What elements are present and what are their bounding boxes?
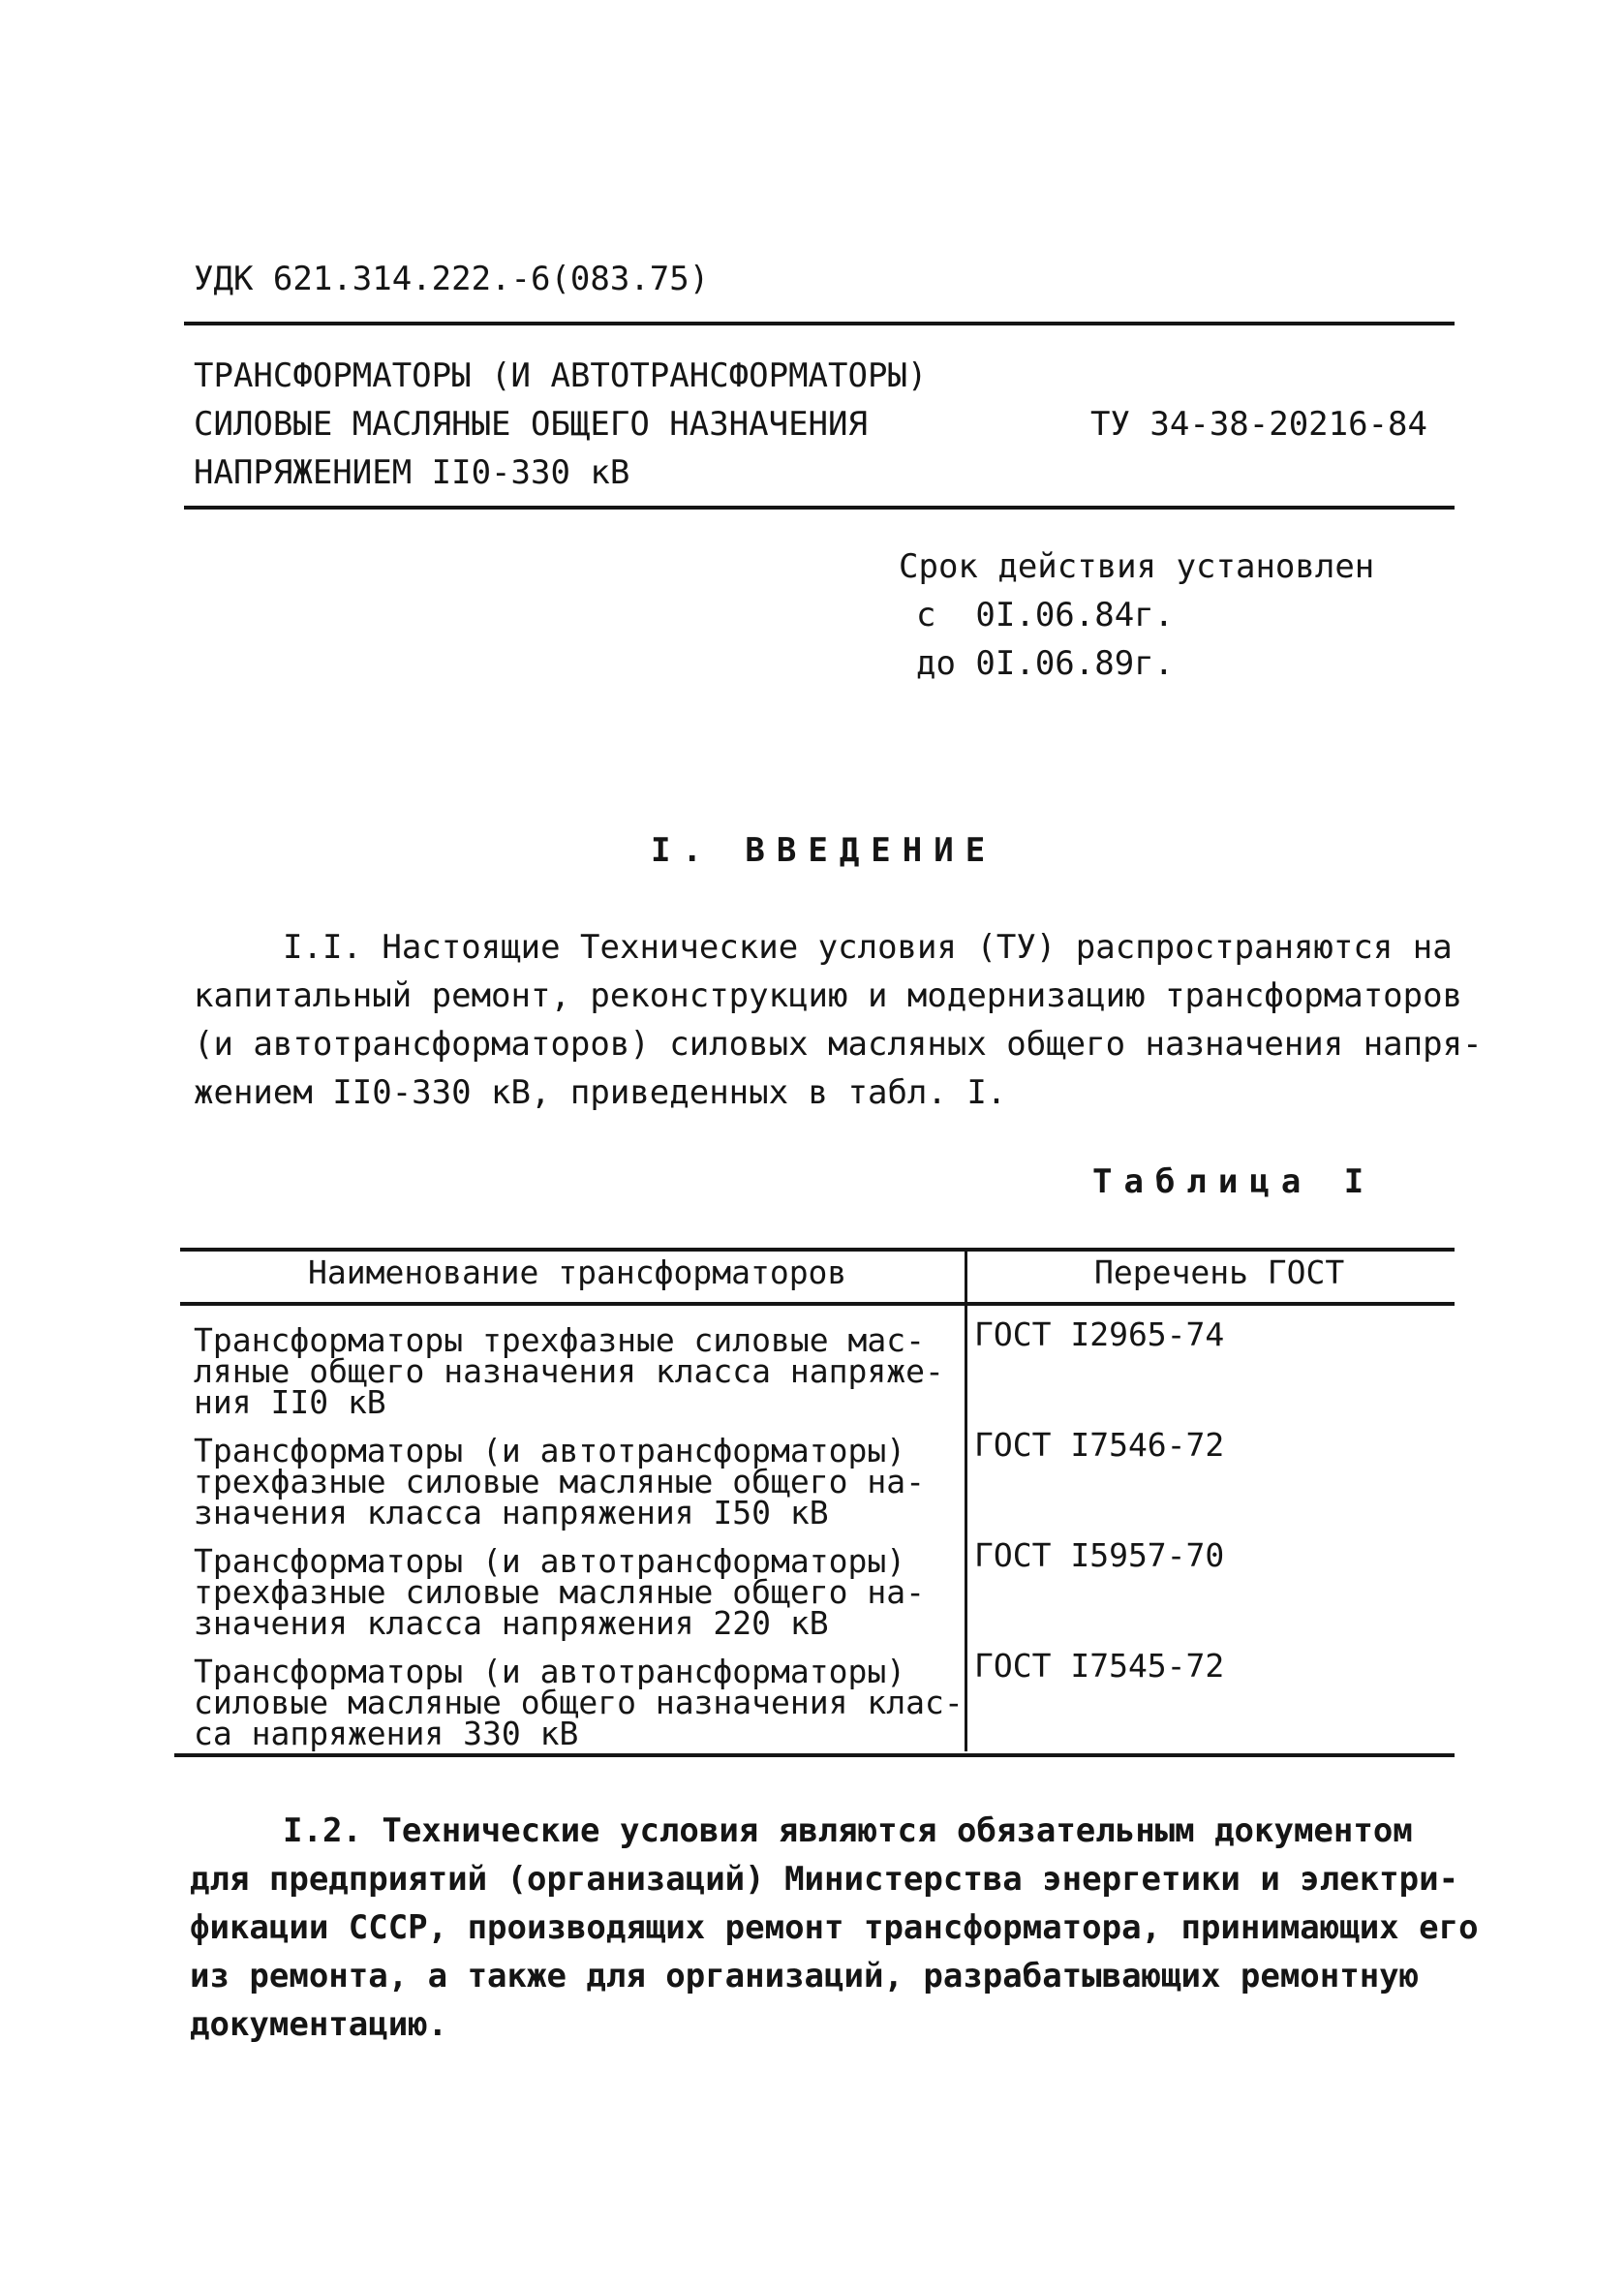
title-line-3: НАПРЯЖЕНИЕМ II0-330 кВ	[194, 453, 630, 492]
table-row-4-name: Трансформаторы (и автотрансформаторы) силовые масляные общего назначения клас- са напряжения 330 кВ	[194, 1653, 964, 1752]
para-1-1-line-2: капитальный ремонт, реконструкцию и модернизацию трансформаторов	[194, 976, 1463, 1015]
table-row-2-gost: ГОСТ I7546-72	[974, 1426, 1225, 1464]
validity-from: с 0I.06.84г.	[916, 596, 1175, 634]
table-caption: Таблица I	[1092, 1162, 1376, 1201]
para-1-1-line-1: I.I. Настоящие Технические условия (ТУ) распространяются на	[283, 928, 1453, 967]
table-column-divider	[965, 1250, 967, 1751]
table-header-gost: Перечень ГОСТ	[1094, 1253, 1345, 1291]
para-1-2-line-4: из ремонта, а также для организаций, разрабатывающих ремонтную	[190, 1957, 1420, 1995]
validity-to: до 0I.06.89г.	[916, 644, 1175, 683]
header-rule-bottom	[184, 506, 1455, 510]
table-row-1-gost: ГОСТ I2965-74	[974, 1315, 1225, 1353]
table-row-3-gost: ГОСТ I5957-70	[974, 1536, 1225, 1574]
para-1-1-line-3: (и автотрансформаторов) силовых масляных общего назначения напря-	[194, 1025, 1483, 1064]
title-line-1: ТРАНСФОРМАТОРЫ (И АВТОТРАНСФОРМАТОРЫ)	[194, 356, 928, 395]
udc-code: УДК 621.314.222.-6(083.75)	[194, 260, 710, 298]
table-header-name: Наименование трансформаторов	[308, 1253, 847, 1291]
table-rule-header	[180, 1302, 1455, 1306]
title-line-2: СИЛОВЫЕ МАСЛЯНЫЕ ОБЩЕГО НАЗНАЧЕНИЯ	[194, 405, 868, 444]
table-row-2-name: Трансформаторы (и автотрансформаторы) трехфазные силовые масляные общего на- значения класса напряжения I50 кВ	[194, 1432, 925, 1531]
table-row-3-name: Трансформаторы (и автотрансформаторы) трехфазные силовые масляные общего на- значения класса напряжения 220 кВ	[194, 1542, 925, 1642]
table-rule-top	[180, 1248, 1455, 1252]
table-row-1-name: Трансформаторы трехфазные силовые мас- ляные общего назначения класса напряже- ния II0 кВ	[194, 1321, 944, 1421]
table-row-4-gost: ГОСТ I7545-72	[974, 1647, 1225, 1685]
section-heading: I. ВВЕДЕНИЕ	[651, 831, 997, 870]
document-code: ТУ 34-38-20216-84	[1090, 405, 1427, 444]
para-1-2-line-1: I.2. Технические условия являются обязательным документом	[283, 1811, 1413, 1850]
validity-line-1: Срок действия установлен	[899, 547, 1375, 586]
header-rule-top	[184, 322, 1455, 325]
para-1-2-line-2: для предприятий (организаций) Министерства энергетики и электри-	[190, 1860, 1459, 1899]
table-rule-bottom	[174, 1753, 1455, 1757]
para-1-1-line-4: жением II0-330 кВ, приведенных в табл. I.	[194, 1073, 1007, 1112]
para-1-2-line-3: фикации СССР, производящих ремонт трансформатора, принимающих его	[190, 1908, 1479, 1947]
para-1-2-line-5: документацию.	[190, 2005, 448, 2044]
